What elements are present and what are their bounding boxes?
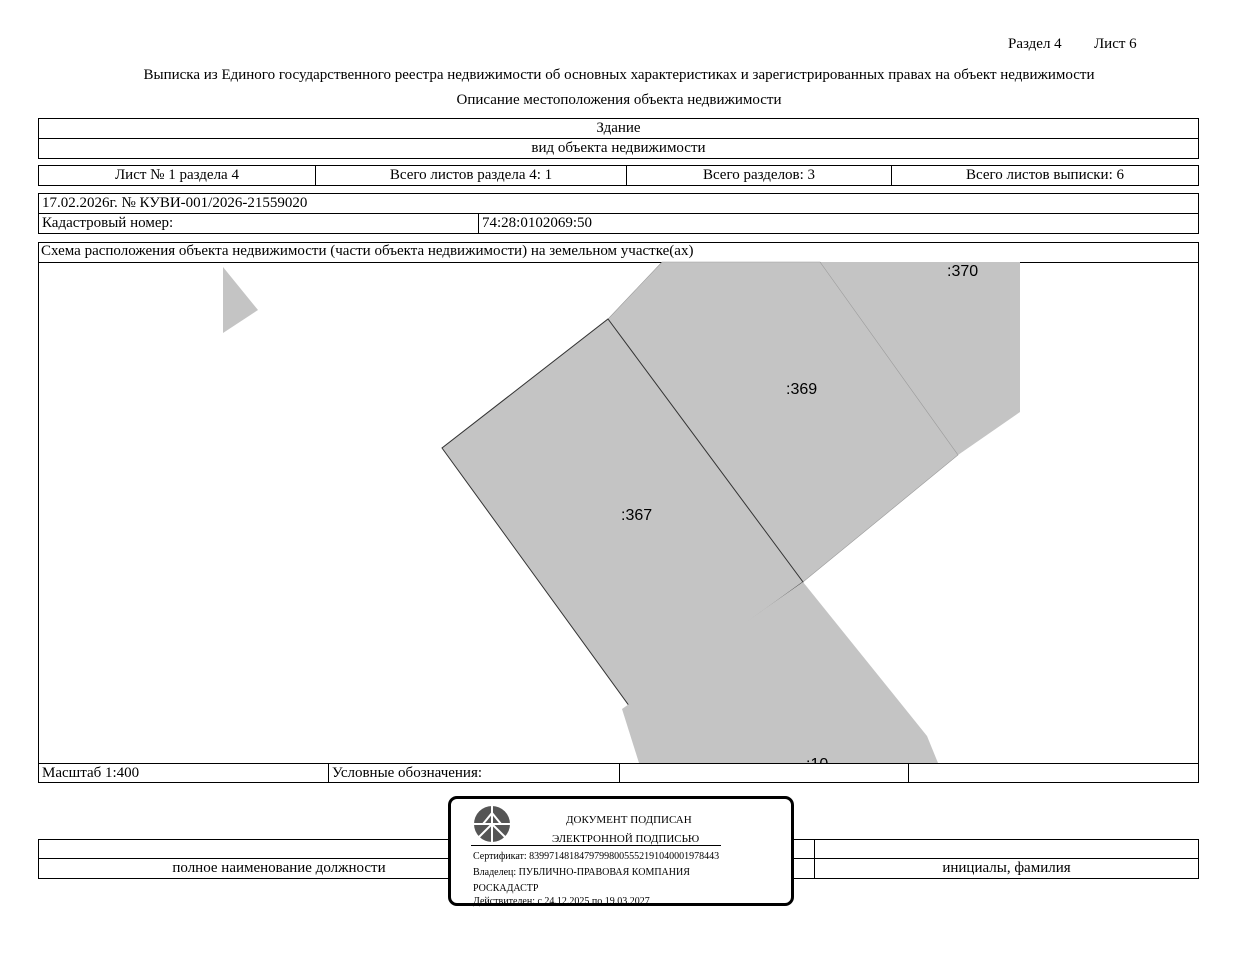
stamp-owner-2: РОСКАДАСТР bbox=[473, 883, 539, 894]
parcel-label-370: :370 bbox=[947, 263, 979, 280]
cadastral-number-label: Кадастровый номер: bbox=[38, 213, 479, 234]
legend-label: Условные обозначения: bbox=[328, 763, 620, 783]
name-caption: инициалы, фамилия bbox=[814, 858, 1199, 879]
stamp-valid: Действителен: с 24.12.2025 по 19.03.2027 bbox=[473, 896, 650, 907]
total-sheets-extract: Всего листов выписки: 6 bbox=[891, 165, 1199, 186]
object-type: Здание bbox=[38, 118, 1199, 139]
scheme-title: Схема расположения объекта недвижимости (части объекта недвижимости) на земельном участке(ах) bbox=[38, 242, 1199, 263]
cadastral-number-value: 74:28:0102069:50 bbox=[478, 213, 1199, 234]
stamp-line-1: ДОКУМЕНТ ПОДПИСАН bbox=[566, 814, 692, 826]
rosreestr-emblem-icon bbox=[473, 805, 511, 843]
sheet-number: Лист 6 bbox=[1094, 36, 1137, 52]
total-sheets-section: Всего листов раздела 4: 1 bbox=[315, 165, 627, 186]
parcel-label-367: :367 bbox=[621, 507, 653, 524]
object-type-caption: вид объекта недвижимости bbox=[38, 138, 1199, 159]
stamp-certificate: Сертификат: 839971481847979980055521910400019784​43 bbox=[473, 851, 720, 862]
sheet-of-section: Лист № 1 раздела 4 bbox=[38, 165, 316, 186]
section-number: Раздел 4 bbox=[1008, 36, 1062, 52]
legend-cell bbox=[619, 763, 909, 783]
stamp-owner: Владелец: ПУБЛИЧНО-ПРАВОВАЯ КОМПАНИЯ bbox=[473, 867, 690, 878]
parcel-map bbox=[40, 262, 1197, 763]
map-scale: Масштаб 1:400 bbox=[38, 763, 329, 783]
stamp-rule bbox=[471, 845, 721, 846]
divider bbox=[814, 839, 815, 859]
document-subtitle: Описание местоположения объекта недвижимости bbox=[456, 92, 782, 108]
total-sections: Всего разделов: 3 bbox=[626, 165, 892, 186]
stamp-line-2: ЭЛЕКТРОННОЙ ПОДПИСЬЮ bbox=[552, 833, 700, 845]
parcel-fragment-left bbox=[223, 267, 258, 333]
document-reference: 17.02.2026г. № КУВИ-001/2026-21559020 bbox=[38, 193, 1199, 214]
legend-cell bbox=[908, 763, 1199, 783]
document-title: Выписка из Единого государственного реестра недвижимости об основных характеристиках и зарегистрированных правах на объект недвижимости bbox=[143, 67, 1095, 83]
parcel-label-369: :369 bbox=[786, 381, 818, 398]
position-caption: полное наименование должности bbox=[38, 858, 815, 879]
electronic-signature-stamp bbox=[448, 796, 794, 906]
